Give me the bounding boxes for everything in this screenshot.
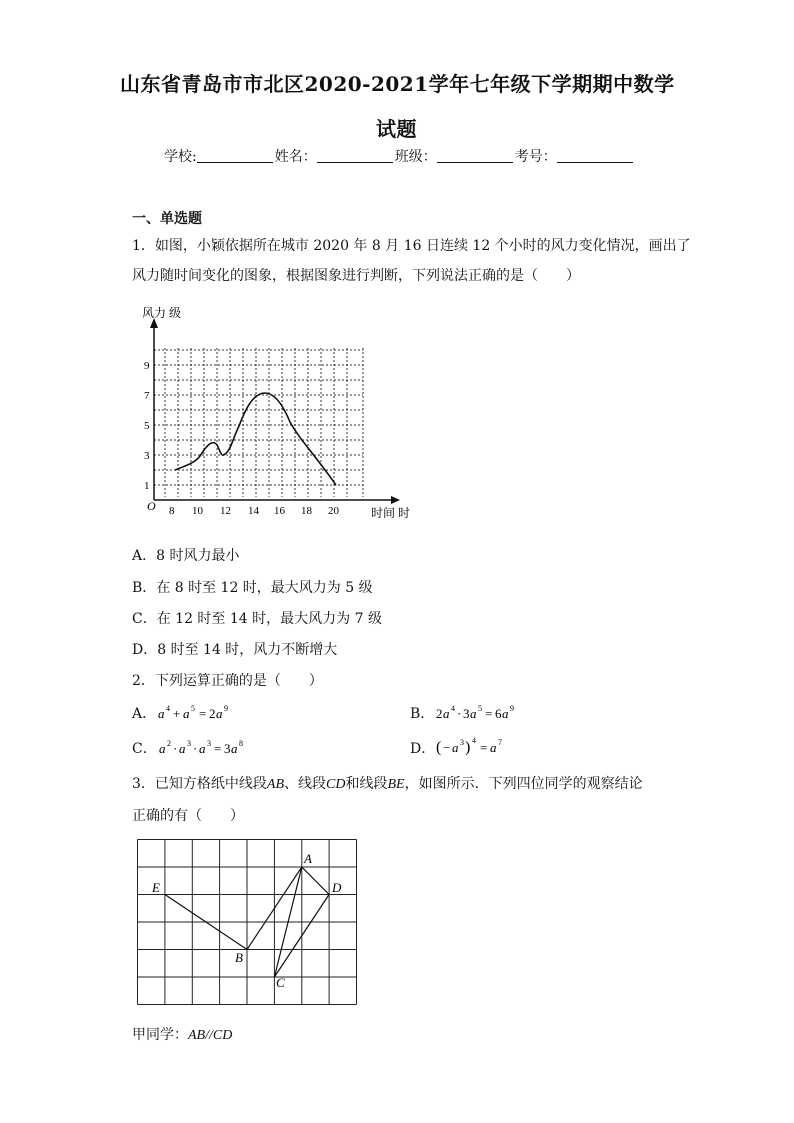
q1-option-c[interactable]: C．在 12 时至 14 时，最大风力为 7 级: [132, 611, 382, 627]
x-axis-arrow: [391, 496, 400, 504]
y-tick-label: 9: [144, 360, 150, 372]
svg-text:a: a: [158, 706, 165, 721]
q2-option-d-formula: [435, 736, 525, 758]
q2-option-d[interactable]: [410, 736, 525, 758]
chart-origin: O: [147, 499, 156, 513]
q3-stem-text: 和线段: [345, 776, 388, 792]
svg-text:a: a: [443, 706, 450, 721]
student-jia-label: 甲同学：: [132, 1027, 188, 1043]
q2-option-b-label: B．: [410, 706, 435, 722]
svg-text:2: 2: [436, 706, 443, 721]
svg-text:2: 2: [209, 706, 216, 721]
page-title-line1: 山东省青岛市市北区2020-2021学年七年级下学期期中数学: [120, 72, 675, 96]
square-grid: [138, 840, 357, 1005]
section-heading: 一、单选题: [132, 211, 202, 227]
svg-text:·: ·: [172, 741, 178, 756]
q2-option-c[interactable]: [132, 738, 257, 758]
svg-text:8: 8: [238, 739, 243, 748]
q2-option-a[interactable]: [132, 703, 246, 723]
student-jia-conclusion: [132, 1024, 232, 1044]
svg-text:4: 4: [166, 704, 171, 713]
svg-text:3: 3: [186, 739, 191, 748]
segment-cd: CD: [326, 777, 346, 792]
q3-stem-text: ，如图所示．下列四位同学的观察结论: [404, 776, 643, 792]
svg-text:a: a: [178, 741, 186, 756]
x-tick-label: 18: [301, 505, 312, 517]
page-title-line2: 试题: [376, 117, 417, 141]
school-blank[interactable]: [197, 148, 273, 163]
q1-wind-chart: [135, 300, 425, 525]
student-jia-statement: AB//CD: [188, 1028, 233, 1043]
q3-stem-text: 3．已知方格纸中线段: [132, 776, 267, 792]
svg-text:·: ·: [192, 741, 198, 756]
svg-text:+: +: [173, 706, 181, 721]
svg-text:=: =: [199, 706, 207, 721]
point-b-label: B: [235, 950, 243, 965]
number-label: 考号：: [514, 149, 557, 165]
point-a-label: A: [304, 851, 312, 866]
segment-ad-line: [302, 867, 329, 895]
chart-x-ticks: [169, 505, 340, 517]
q1-stem-line1: 1．如图，小颖依据所在城市 2020 年 8 月 16 日连续 12 个小时的风力变化情况，画出了: [132, 238, 691, 254]
svg-text:): ): [465, 739, 471, 756]
q1-option-d[interactable]: D．8 时至 14 时，风力不断增大: [132, 642, 338, 658]
q2-stem: 2．下列运算正确的是（ ）: [132, 673, 323, 689]
svg-text:5: 5: [478, 704, 483, 713]
q2-option-b-formula: [434, 703, 534, 723]
svg-text:=: =: [213, 741, 222, 756]
q2-option-b[interactable]: [410, 703, 534, 723]
point-c-label: C: [276, 975, 285, 990]
svg-text:=: =: [480, 740, 488, 755]
svg-text:(: (: [436, 739, 442, 756]
svg-text:5: 5: [191, 704, 196, 713]
y-tick-label: 7: [144, 390, 150, 402]
svg-text:4: 4: [451, 704, 456, 713]
svg-text:3: 3: [223, 741, 231, 756]
svg-text:−: −: [443, 740, 451, 755]
x-tick-label: 16: [274, 505, 285, 517]
chart-grid: [154, 348, 363, 497]
q3-stem-text: 、线段: [284, 776, 327, 792]
number-blank[interactable]: [557, 148, 633, 163]
svg-text:=: =: [485, 706, 493, 721]
q1-option-b[interactable]: B．在 8 时至 12 时，最大风力为 5 级: [132, 580, 373, 596]
segment-ab: AB: [266, 777, 285, 792]
x-tick-label: 20: [328, 505, 339, 517]
svg-text:a: a: [198, 741, 206, 756]
svg-text:a: a: [230, 741, 238, 756]
wind-curve: [175, 393, 336, 485]
school-label: 学校:: [164, 149, 197, 165]
name-blank[interactable]: [317, 148, 393, 163]
q1-option-a[interactable]: A．8 时风力最小: [132, 548, 240, 564]
svg-text:3: 3: [463, 706, 470, 721]
q2-option-c-label: C．: [132, 741, 157, 757]
name-label: 姓名：: [274, 149, 317, 165]
svg-text:3: 3: [460, 738, 465, 747]
q3-stem-line2: 正确的有（ ）: [132, 808, 244, 824]
y-tick-label: 3: [144, 450, 150, 462]
q1-stem-line2: 风力随时间变化的图象，根据图象进行判断，下列说法正确的是（ ）: [132, 268, 580, 284]
point-d-label: D: [332, 880, 342, 895]
q2-option-c-formula: [157, 738, 257, 758]
x-tick-label: 10: [192, 505, 203, 517]
svg-text:4: 4: [472, 736, 477, 745]
svg-text:2: 2: [166, 739, 171, 748]
q2-option-a-formula: [156, 703, 246, 723]
svg-text:9: 9: [510, 704, 515, 713]
chart-xlabel: 时间 时: [371, 506, 411, 520]
chart-ylabel: 风力 级: [142, 306, 182, 320]
q3-stem-line1: [132, 773, 643, 793]
chart-y-ticks: [144, 360, 150, 492]
x-tick-label: 14: [248, 505, 259, 517]
svg-text:9: 9: [224, 704, 229, 713]
x-tick-label: 8: [169, 505, 175, 517]
student-info-row: [164, 146, 635, 166]
point-e-label: E: [152, 880, 160, 895]
class-label: 班级：: [394, 149, 437, 165]
svg-text:·: ·: [457, 706, 462, 721]
q2-option-d-label: D．: [410, 741, 436, 757]
svg-text:7: 7: [498, 738, 503, 747]
segment-be: BE: [387, 777, 405, 792]
class-blank[interactable]: [437, 148, 513, 163]
q3-grid-figure: [134, 835, 364, 1010]
svg-text:a: a: [452, 740, 459, 755]
q2-option-a-label: A．: [132, 706, 157, 722]
svg-text:a: a: [158, 741, 166, 756]
svg-text:a: a: [502, 706, 509, 721]
svg-text:6: 6: [495, 706, 502, 721]
y-tick-label: 5: [144, 420, 150, 432]
svg-text:3: 3: [206, 739, 211, 748]
x-tick-label: 12: [220, 505, 231, 517]
svg-text:a: a: [183, 706, 190, 721]
y-tick-label: 1: [144, 480, 150, 492]
svg-text:a: a: [216, 706, 223, 721]
svg-text:a: a: [490, 740, 497, 755]
svg-text:a: a: [470, 706, 477, 721]
